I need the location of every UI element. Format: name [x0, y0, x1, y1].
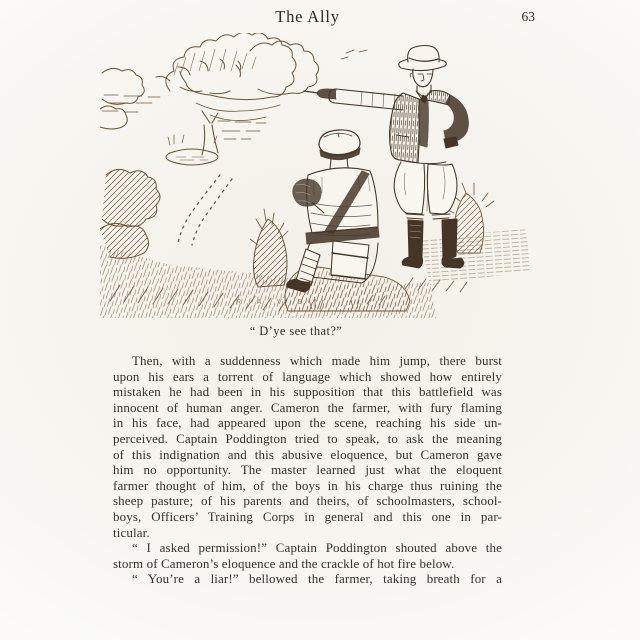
paragraph — [113, 540, 502, 571]
text-line: of this indignation and this abusive eloquence, but Cameron gave — [113, 446, 502, 462]
landscape — [100, 33, 532, 287]
text-line: in his face, had appeared upon the scene, reaching his side un- — [113, 415, 502, 431]
hand-on-hip-arm — [444, 95, 468, 142]
text-line: him no opportunity. The master learned just what the eloquent — [113, 462, 502, 478]
figure-officer — [285, 130, 410, 311]
text-line: perceived. Captain Poddington tried to speak, to ask the meaning — [113, 430, 502, 446]
left-bush — [102, 169, 160, 226]
winding-path — [178, 175, 220, 243]
bird-marks — [341, 50, 367, 59]
farmer-breeches — [394, 162, 425, 214]
text-line: Then, with a suddenness which made him jump, there burst — [132, 353, 502, 368]
page-number: 63 — [521, 9, 535, 24]
illustration-caption: “ D’ye see that?” — [249, 324, 343, 338]
tree-trunk — [202, 111, 218, 155]
text-line: storm of Cameron’s eloquence and the crackle of hot fire below. — [113, 555, 455, 571]
paragraph — [113, 353, 502, 540]
map-case — [331, 241, 369, 279]
paragraph — [113, 571, 502, 587]
text-line: sheep pasture; of his parents and theirs, of schoolmasters, school- — [113, 493, 502, 509]
pointing-arm — [329, 89, 403, 110]
text-line: ticular. — [113, 524, 150, 540]
farmer-jacket — [390, 93, 419, 163]
text-line: “ You’re a liar!” bellowed the farmer, taking breath for a — [132, 571, 502, 587]
text-line: mistaken he had been in his supposition that this battlefield was — [113, 384, 502, 400]
page-title: The Ally — [275, 7, 340, 26]
text-line: innocent of human anger. Cameron the farmer, with fury flaming — [113, 399, 502, 415]
text-line: farmer thought of him, of the boys in his charge thus ruining the — [113, 477, 502, 493]
body-text — [113, 353, 502, 587]
illustration — [100, 33, 540, 318]
text-line: boys, Officers’ Training Corps in general and this one in par- — [113, 508, 502, 524]
farmer-face — [413, 69, 433, 87]
text-line: “ I asked permission!” Captain Poddington shouted above the — [132, 540, 502, 556]
illustrator-signature: R A V S — [236, 299, 310, 306]
text-line: upon his ears a torrent of language which showed how entirely — [113, 368, 502, 384]
